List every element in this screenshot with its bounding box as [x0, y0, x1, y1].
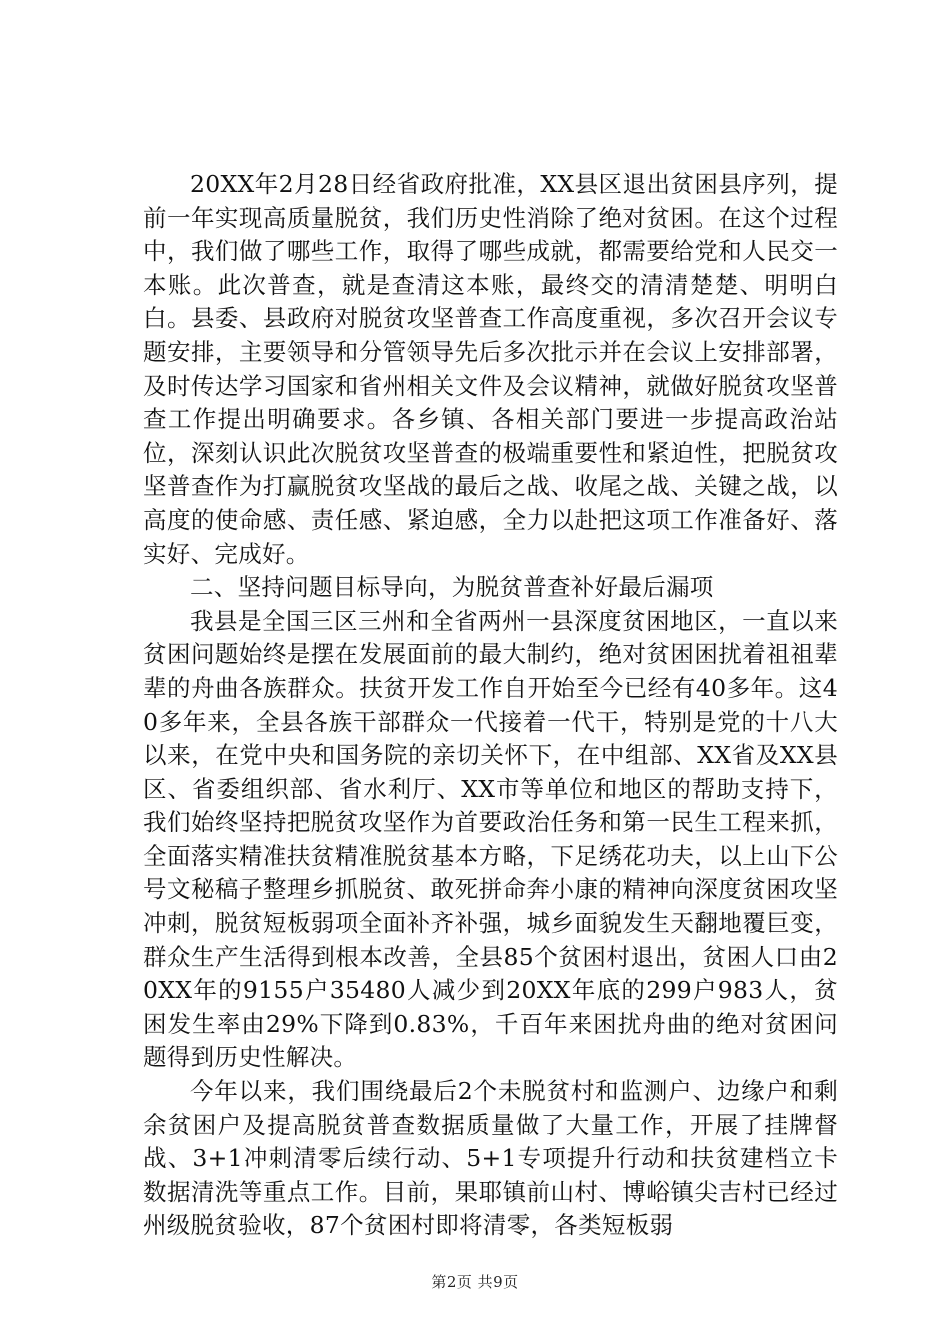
paragraph-3: 今年以来，我们围绕最后2个未脱贫村和监测户、边缘户和剩余贫困户及提高脱贫普查数据质量做了大量工作，开展了挂牌督战、3+1冲刺清零后续行动、5+1专项提升行动和扶贫建档立卡数据清洗等重点工作。目前，果耶镇前山村、博峪镇尖吉村已经过州级脱贫验收，87个贫困村即将清零，各类短板弱	[143, 1077, 838, 1240]
document-body	[143, 168, 838, 1243]
section-heading: 二、坚持问题目标导向，为脱贫普查补好最后漏项	[190, 573, 714, 602]
page-number-footer: 第2页 共9页	[431, 1273, 519, 1291]
paragraph-1: 20XX年2月28日经省政府批准，XX县区退出贫困县序列，提前一年实现高质量脱贫，我们历史性消除了绝对贫困。在这个过程中，我们做了哪些工作，取得了哪些成就，都需要给党和人民交一本账。此次普查，就是查清这本账，最终交的清清楚楚、明明白白。县委、县政府对脱贫攻坚普查工作高度重视，多次召开会议专题安排，主要领导和分管领导先后多次批示并在会议上安排部署，及时传达学习国家和省州相关文件及会议精神，就做好脱贫攻坚普查工作提出明确要求。各乡镇、各相关部门要进一步提高政治站位，深刻认识此次脱贫攻坚普查的极端重要性和紧迫性，把脱贫攻坚普查作为打赢脱贫攻坚战的最后之战、收尾之战、关键之战，以高度的使命感、责任感、紧迫感，全力以赴把这项工作准备好、落实好、完成好。	[143, 170, 838, 568]
paragraph-2: 我县是全国三区三州和全省两州一县深度贫困地区，一直以来贫困问题始终是摆在发展面前的最大制约，绝对贫困困扰着祖祖辈辈的舟曲各族群众。扶贫开发工作自开始至今已经有40多年。这40多年来，全县各族干部群众一代接着一代干，特别是党的十八大以来，在党中央和国务院的亲切关怀下，在中组部、XX省及XX县区、省委组织部、省水利厅、XX市等单位和地区的帮助支持下，我们始终坚持把脱贫攻坚作为首要政治任务和第一民生工程来抓，全面落实精准扶贫精准脱贫基本方略，下足绣花功夫，以上山下公号文秘稿子整理乡抓脱贫、敢死拼命奔小康的精神向深度贫困攻坚冲刺，脱贫短板弱项全面补齐补强，城乡面貌发生天翻地覆巨变，群众生产生活得到根本改善，全县85个贫困村退出，贫困人口由20XX年的9155户35480人减少到20XX年底的299户983人，贫困发生率由29%下降到0.83%，千百年来困扰舟曲的绝对贫困问题得到历史性解决。	[143, 606, 838, 1072]
